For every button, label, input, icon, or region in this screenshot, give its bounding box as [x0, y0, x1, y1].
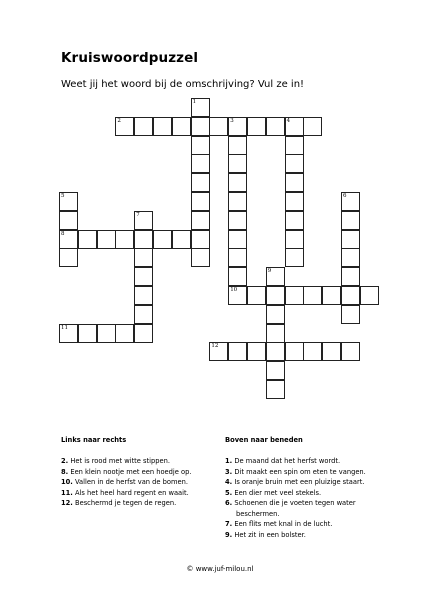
crossword-cell[interactable]	[341, 286, 360, 305]
down-clue	[225, 530, 385, 541]
down-clue	[225, 519, 385, 530]
cell-number: 5	[61, 193, 65, 199]
crossword-cell[interactable]	[266, 324, 285, 343]
cell-number: 3	[230, 117, 234, 124]
cell-number: 6	[343, 193, 347, 199]
clue-text: Het is rood met witte stippen.	[70, 457, 170, 465]
crossword-cell[interactable]	[303, 286, 322, 305]
crossword-cell[interactable]	[228, 154, 247, 173]
down-clues-heading: Boven naar beneden	[225, 436, 303, 444]
crossword-cell[interactable]	[228, 248, 247, 267]
crossword-cell[interactable]	[191, 117, 210, 136]
down-clues	[225, 436, 385, 540]
crossword-cell[interactable]	[59, 211, 78, 230]
crossword-cell[interactable]	[228, 192, 247, 211]
across-clue	[61, 498, 211, 509]
clue-number: 7.	[225, 520, 233, 528]
crossword-cell[interactable]	[134, 248, 153, 267]
clue-number: 6.	[225, 499, 233, 507]
crossword-cell[interactable]	[322, 286, 341, 305]
crossword-cell[interactable]	[228, 267, 247, 286]
clue-text: Een flits met knal in de lucht.	[234, 520, 333, 528]
crossword-cell[interactable]	[322, 342, 341, 361]
clue-text: Vallen in de herfst van de bomen.	[75, 478, 188, 486]
crossword-cell[interactable]	[266, 380, 285, 399]
crossword-cell[interactable]	[303, 342, 322, 361]
crossword-cell[interactable]	[266, 286, 285, 305]
cell-number: 12	[211, 343, 219, 350]
clue-number: 4.	[225, 478, 233, 486]
across-clues-heading: Links naar rechts	[61, 436, 127, 444]
crossword-cell[interactable]	[285, 248, 304, 267]
crossword-cell[interactable]	[59, 230, 78, 249]
cell-number: 4	[286, 117, 291, 124]
crossword-cell[interactable]	[341, 342, 360, 361]
crossword-cell[interactable]	[115, 324, 134, 343]
crossword-cell[interactable]	[97, 230, 116, 249]
crossword-cell[interactable]	[360, 286, 379, 305]
clue-number: 11.	[61, 488, 73, 497]
down-clue	[225, 477, 385, 488]
crossword-cell[interactable]	[191, 192, 210, 211]
crossword-cell[interactable]	[341, 230, 360, 249]
clue-number: 12.	[61, 499, 73, 507]
clue-text: Een dier met veel stekels.	[234, 488, 322, 497]
clue-text: Is oranje bruin met een pluizige staart.	[234, 478, 365, 486]
crossword-cell[interactable]	[341, 211, 360, 230]
crossword-cell[interactable]	[285, 192, 304, 211]
crossword-cell[interactable]	[134, 324, 153, 343]
crossword-cell[interactable]	[341, 248, 360, 267]
crossword-cell[interactable]	[115, 230, 134, 249]
clue-number: 3.	[225, 467, 233, 476]
crossword-cell[interactable]	[59, 324, 78, 343]
crossword-cell[interactable]	[153, 117, 172, 136]
clue-number: 1.	[225, 457, 233, 465]
crossword-cell[interactable]	[191, 136, 210, 155]
across-clue-list	[61, 456, 211, 509]
crossword-cell[interactable]	[247, 286, 266, 305]
crossword-cell[interactable]	[285, 136, 304, 155]
page-subtitle: Weet jij het woord bij de omschrijving? Vul ze in!	[61, 79, 305, 90]
crossword-cell[interactable]	[228, 117, 247, 136]
crossword-cell[interactable]	[228, 286, 247, 305]
crossword-cell[interactable]	[303, 117, 322, 136]
cell-number: 10	[230, 287, 238, 293]
crossword-cell[interactable]	[191, 173, 210, 192]
crossword-cell[interactable]	[285, 154, 304, 173]
footer-copyright: © www.juf-milou.nl	[186, 565, 254, 573]
crossword-cell[interactable]	[115, 117, 134, 136]
clue-text: Dit maakt een spin om eten te vangen.	[234, 467, 366, 476]
clue-text: De maand dat het herfst wordt.	[234, 457, 341, 465]
crossword-cell[interactable]	[134, 117, 153, 136]
clue-number: 5.	[225, 488, 233, 497]
clue-number: 9.	[225, 530, 233, 539]
down-clue	[225, 488, 385, 499]
clue-text: Beschermd je tegen de regen.	[75, 499, 177, 507]
crossword-cell[interactable]	[266, 267, 285, 286]
down-clue	[225, 498, 385, 519]
clue-text: Als het heel hard regent en waait.	[75, 488, 189, 497]
across-clues	[61, 436, 211, 509]
crossword-cell[interactable]	[134, 230, 153, 249]
across-clue	[61, 467, 211, 478]
page-title: Kruiswoordpuzzel	[61, 50, 199, 66]
crossword-cell[interactable]	[266, 361, 285, 380]
crossword-cell[interactable]	[285, 342, 304, 361]
crossword-cell[interactable]	[191, 98, 210, 117]
clue-text: Een klein nootje met een hoedje op.	[70, 467, 192, 476]
down-clue-list	[225, 456, 385, 540]
crossword-cell[interactable]	[59, 192, 78, 211]
crossword-cell[interactable]	[134, 286, 153, 305]
crossword-cell[interactable]	[78, 324, 97, 343]
across-clue	[61, 488, 211, 499]
crossword-cell[interactable]	[172, 117, 191, 136]
crossword-cell[interactable]	[134, 267, 153, 286]
clue-text: Het zit in een bolster.	[234, 530, 306, 539]
clue-number: 10.	[61, 478, 73, 486]
crossword-cell[interactable]	[191, 154, 210, 173]
crossword-cell[interactable]	[134, 211, 153, 230]
cell-number: 9	[267, 268, 272, 275]
crossword-cell[interactable]	[191, 230, 210, 249]
crossword-cell[interactable]	[191, 211, 210, 230]
crossword-cell[interactable]	[341, 305, 360, 324]
crossword-cell[interactable]	[247, 117, 266, 136]
crossword-cell[interactable]	[285, 211, 304, 230]
cell-number: 2	[117, 117, 121, 124]
crossword-cell[interactable]	[341, 267, 360, 286]
down-clue	[225, 456, 385, 467]
crossword-cell[interactable]	[341, 192, 360, 211]
cell-number: 8	[61, 230, 65, 237]
crossword-cell[interactable]	[228, 211, 247, 230]
crossword-cell[interactable]	[172, 230, 191, 249]
crossword-cell[interactable]	[228, 342, 247, 361]
crossword-cell[interactable]	[228, 230, 247, 249]
cell-number: 11	[61, 324, 68, 331]
down-clue	[225, 467, 385, 478]
crossword-cell[interactable]	[153, 230, 172, 249]
crossword-cell[interactable]	[285, 117, 304, 136]
crossword-cell[interactable]	[228, 136, 247, 155]
crossword-cell[interactable]	[285, 230, 304, 249]
crossword-cell[interactable]	[78, 230, 97, 249]
crossword-cell[interactable]	[266, 117, 285, 136]
crossword-cell[interactable]	[285, 286, 304, 305]
across-clue	[61, 477, 211, 488]
clue-text: Schoenen die je voeten tegen water beschermen.	[234, 499, 356, 518]
cell-number: 1	[192, 99, 197, 105]
crossword-cell[interactable]	[97, 324, 116, 343]
crossword-cell[interactable]	[228, 173, 247, 192]
crossword-cell[interactable]	[59, 248, 78, 267]
across-clue	[61, 456, 211, 467]
clue-number: 8.	[61, 467, 69, 476]
crossword-cell[interactable]	[191, 248, 210, 267]
crossword-cell[interactable]	[266, 342, 285, 361]
crossword-cell[interactable]	[266, 305, 285, 324]
clue-number: 2.	[61, 457, 69, 465]
cell-number: 7	[136, 211, 140, 218]
crossword-cell[interactable]	[247, 342, 266, 361]
crossword-cell[interactable]	[209, 342, 228, 361]
crossword-cell[interactable]	[209, 117, 228, 136]
crossword-cell[interactable]	[285, 173, 304, 192]
crossword-cell[interactable]	[134, 305, 153, 324]
